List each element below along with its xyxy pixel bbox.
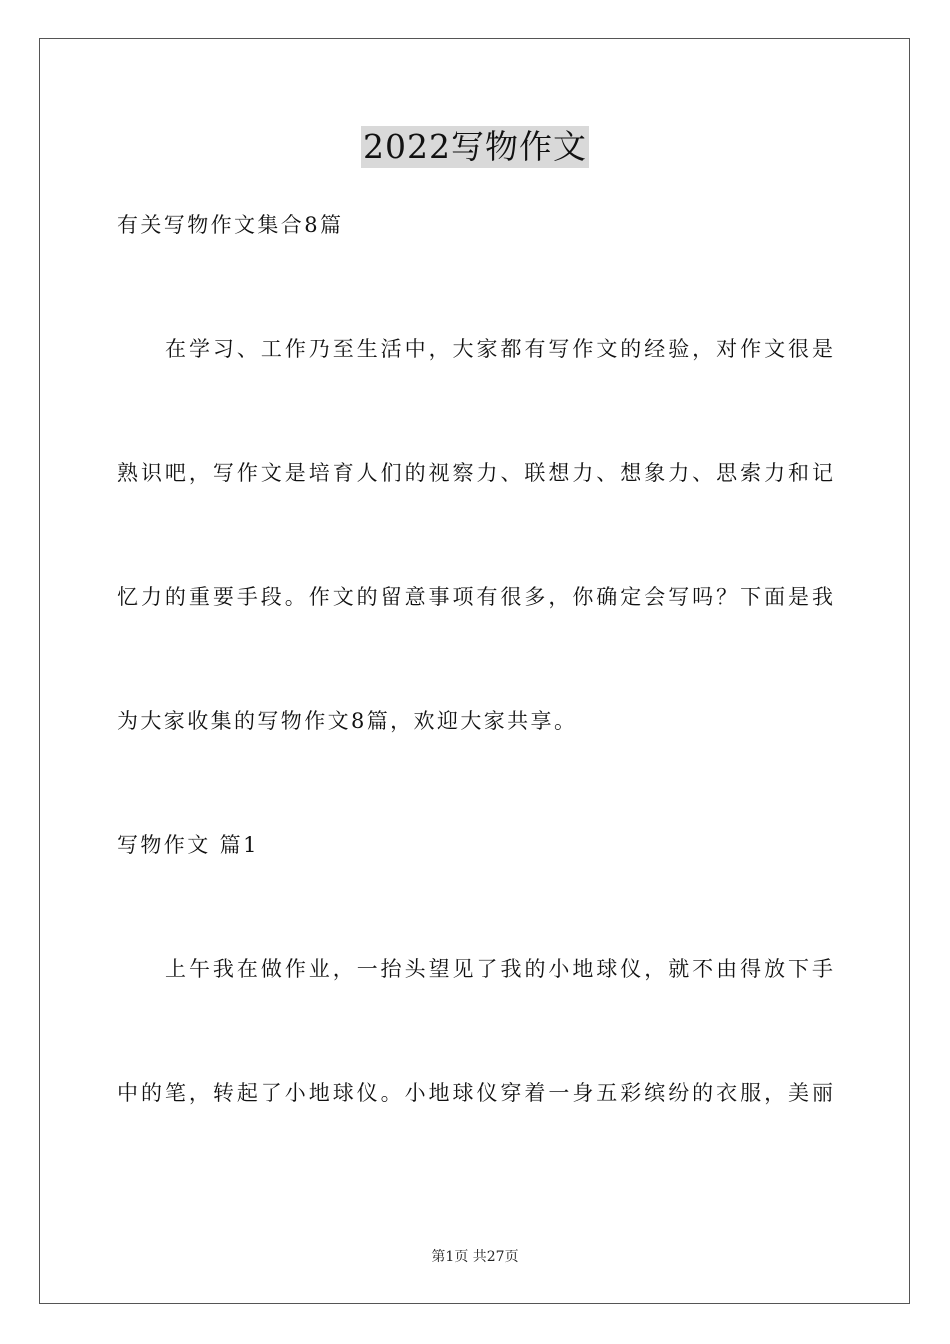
intro-line-2: 熟识吧，写作文是培育人们的视察力、联想力、想象力、思索力和记: [117, 461, 833, 485]
intro-line-3: 忆力的重要手段。作文的留意事项有很多，你确定会写吗？下面是我: [117, 585, 833, 609]
intro-line-1: 在学习、工作乃至生活中，大家都有写作文的经验，对作文很是: [165, 337, 833, 361]
document-subtitle: 有关写物作文集合8篇: [117, 213, 344, 237]
section-line-2: 中的笔，转起了小地球仪。小地球仪穿着一身五彩缤纷的衣服，美丽: [117, 1081, 833, 1105]
document-title-container: [0, 126, 950, 168]
document-title: 2022写物作文: [363, 127, 587, 166]
page-number-footer: 第1页 共27页: [431, 1249, 519, 1265]
section-line-1: 上午我在做作业，一抬头望见了我的小地球仪，就不由得放下手: [165, 957, 833, 981]
intro-line-4: 为大家收集的写物作文8篇，欢迎大家共享。: [117, 709, 578, 733]
section-heading: 写物作文 篇1: [117, 833, 259, 857]
